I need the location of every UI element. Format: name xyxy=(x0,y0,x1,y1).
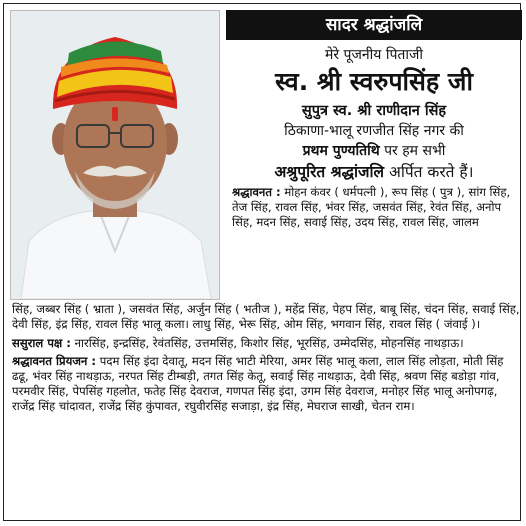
mourners-text-top: मोहन कंवर ( धर्मपत्नी ), रूप सिंह ( पुत्र ), सांग सिंह, तेज सिंह, रावल सिंह, भंवर सिंह, जसवंत सिंह, रेवंत सिंह, अनोप सिंह, मदन सिंह, सवाई सिंह, उदय सिंह, रावल सिंह, जालम xyxy=(232,185,511,229)
header-panel xyxy=(226,10,522,229)
in-laws-paragraph xyxy=(12,336,522,351)
mourners-label: श्रद्धावनत : xyxy=(232,185,281,199)
mourners-paragraph-bottom xyxy=(12,302,522,332)
mourners-paragraph-top xyxy=(226,185,522,229)
mourners-list xyxy=(12,302,522,414)
anniversary-rest: पर हम सभी xyxy=(379,143,446,159)
tribute-line xyxy=(226,161,522,183)
mourners-text-bottom: सिंह, जब्बर सिंह ( भ्राता ), जसवंत सिंह, अर्जुन सिंह ( भतीज ), महेंद्र सिंह, पेहप सिंह, बाबू सिंह, चंदन सिंह, सवाई सिंह, देवी सिंह, इंद्र सिंह, रावल सिंह भालू कला। लाधु सिंह, भेरू सिंह, ओम सिंह, भगवान सिंह, रावल सिंह ( जंवाई )। xyxy=(12,302,520,331)
son-of-line: सुपुत्र स्व. श्री राणीदान सिंह xyxy=(301,103,447,119)
relatives-label: श्रद्धावनत प्रियजन : xyxy=(12,354,97,369)
location-line: ठिकाणा-भालू रणजीत सिंह नगर की xyxy=(284,123,464,139)
obituary-card xyxy=(3,3,521,521)
deceased-name: स्व. श्री स्वरुपसिंह जी xyxy=(275,67,473,96)
relatives-text: पदम सिंह इंदा देवातू, मदन सिंह भाटी मेरिया, अमर सिंह भालू कला, लाल सिंह लोड़ता, मोती सिंह ढढू, भंवर सिंह नाथड़ाऊ, नरपत सिंह टीम्बड़ी, तगत सिंह केतू, सवाई सिंह नाथड़ाऊ, देवी सिंह, श्रवण सिंह बडोड़ा गांव, परमवीर सिंह, पेपसिंह गहलोत, फतेह सिंह देवराज, गणपत सिंह इंदा, उगम सिंह देवराज, मनोहर सिंह भालू अनोपगढ़, राजेंद्र सिंह चांदावत, राजेंद्र सिंह कुंपावत, रघुवीरसिंह सजाड़ा, इंद्र सिंह, मेघराज साखी, चेतन राम। xyxy=(12,354,504,413)
in-laws-text: नारसिंह, इन्द्रसिंह, रेवंतसिंह, उत्तमसिंह, किशोर सिंह, भूरसिंह, उम्मेदसिंह, मोहनसिंह नाथड़ाऊ। xyxy=(70,335,464,350)
anniversary-line xyxy=(226,141,522,161)
tribute-banner: सादर श्रद्धांजलि xyxy=(226,10,522,40)
relatives-paragraph xyxy=(12,354,522,413)
anniversary-bold: प्रथम पुण्यतिथि xyxy=(302,143,380,159)
in-laws-label: ससुराल पक्ष : xyxy=(12,335,71,350)
subtitle: मेरे पूजनीय पिताजी xyxy=(324,47,424,63)
tribute-bold: अश्रुपूरित श्रद्धांजलि xyxy=(274,163,385,181)
tribute-rest: अर्पित करते हैं। xyxy=(384,163,474,181)
portrait-photo xyxy=(10,10,220,300)
